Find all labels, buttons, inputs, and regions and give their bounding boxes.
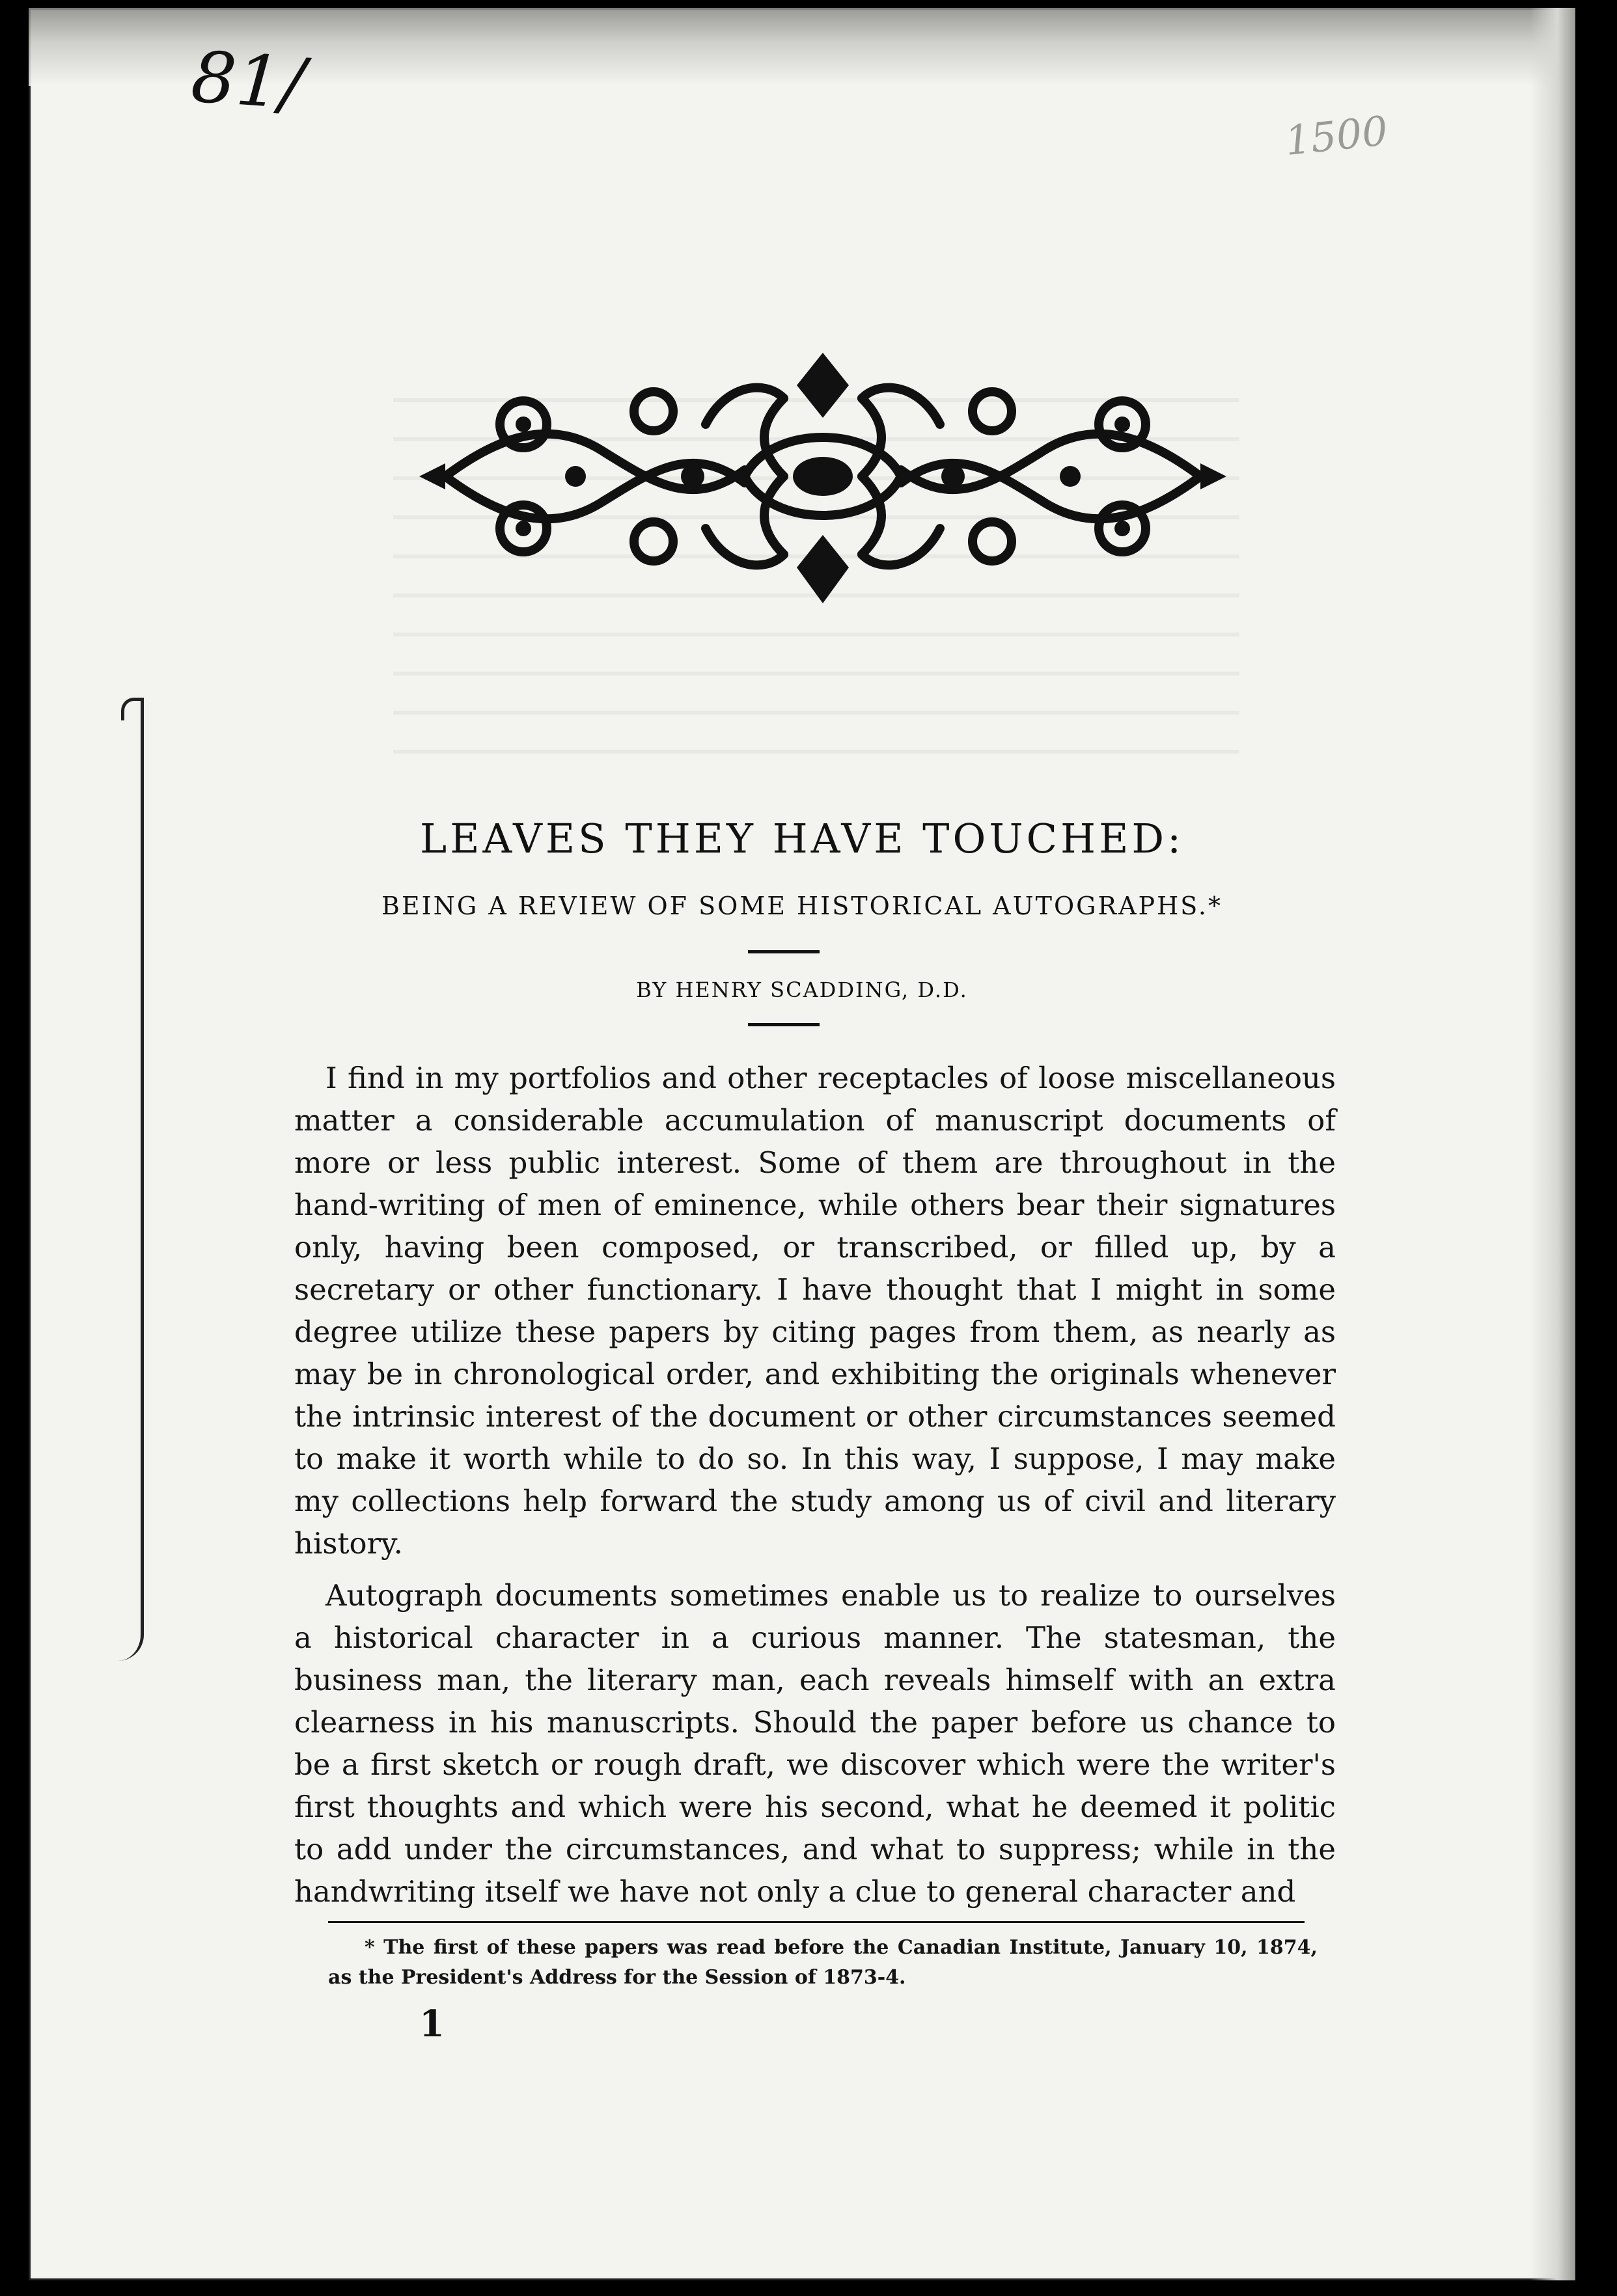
divider-rule bbox=[748, 1023, 820, 1026]
document-subtitle: BEING A REVIEW OF SOME HISTORICAL AUTOGRAPHS.* bbox=[381, 892, 1223, 920]
paragraph: Autograph documents sometimes enable us to realize to ourselves a historical character in a curious manner. The statesman, the business man, the literary man, each reveals himself with an extra clearness in his manuscripts. Should the paper before us chance to be a first sketch or rough draft, we discover which were the writer's first thoughts and which were his second, what he deemed it politic to add under the circumstances, and what to suppress; while in the handwriting itself we have not only a clue to general character and bbox=[294, 1578, 1336, 1909]
handwritten-catalog-number: 81/ bbox=[188, 36, 307, 126]
document-title: LEAVES THEY HAVE TOUCHED: bbox=[420, 815, 1184, 862]
divider-rule bbox=[748, 950, 820, 953]
pencil-note: 1500 bbox=[1282, 106, 1390, 165]
scan-shadow-right bbox=[1530, 8, 1575, 2280]
author-byline: BY HENRY SCADDING, D.D. bbox=[636, 977, 968, 1002]
ornament-headpiece-icon bbox=[419, 346, 1226, 607]
paragraph: I find in my portfolios and other receptacles of loose miscellaneous matter a considerable accumulation of manuscript documents of more or less public interest. Some of them are throughout in the hand-writing of men of eminence, while others bear their signatures only, having been composed, or transcribed, or filled up, by a secretary or other functionary. I have thought that I might in some degree utilize these papers by citing pages from them, as nearly as may be in chronological order, and exhibiting the originals whenever the intrinsic interest of the document or other circumstances seemed to make it worth while to do so. In this way, I suppose, I may make my collections help forward the study among us of civil and literary history. bbox=[294, 1061, 1336, 1561]
footnote: * The first of these papers was read before the Canadian Institute, January 10, 1874, as the President's Address for the Session of 1873-4. bbox=[328, 1936, 1318, 1989]
body-text bbox=[294, 1057, 1336, 1922]
document-page bbox=[29, 8, 1575, 2280]
footnote-rule bbox=[328, 1921, 1305, 1923]
page-number: 1 bbox=[419, 2002, 445, 2045]
